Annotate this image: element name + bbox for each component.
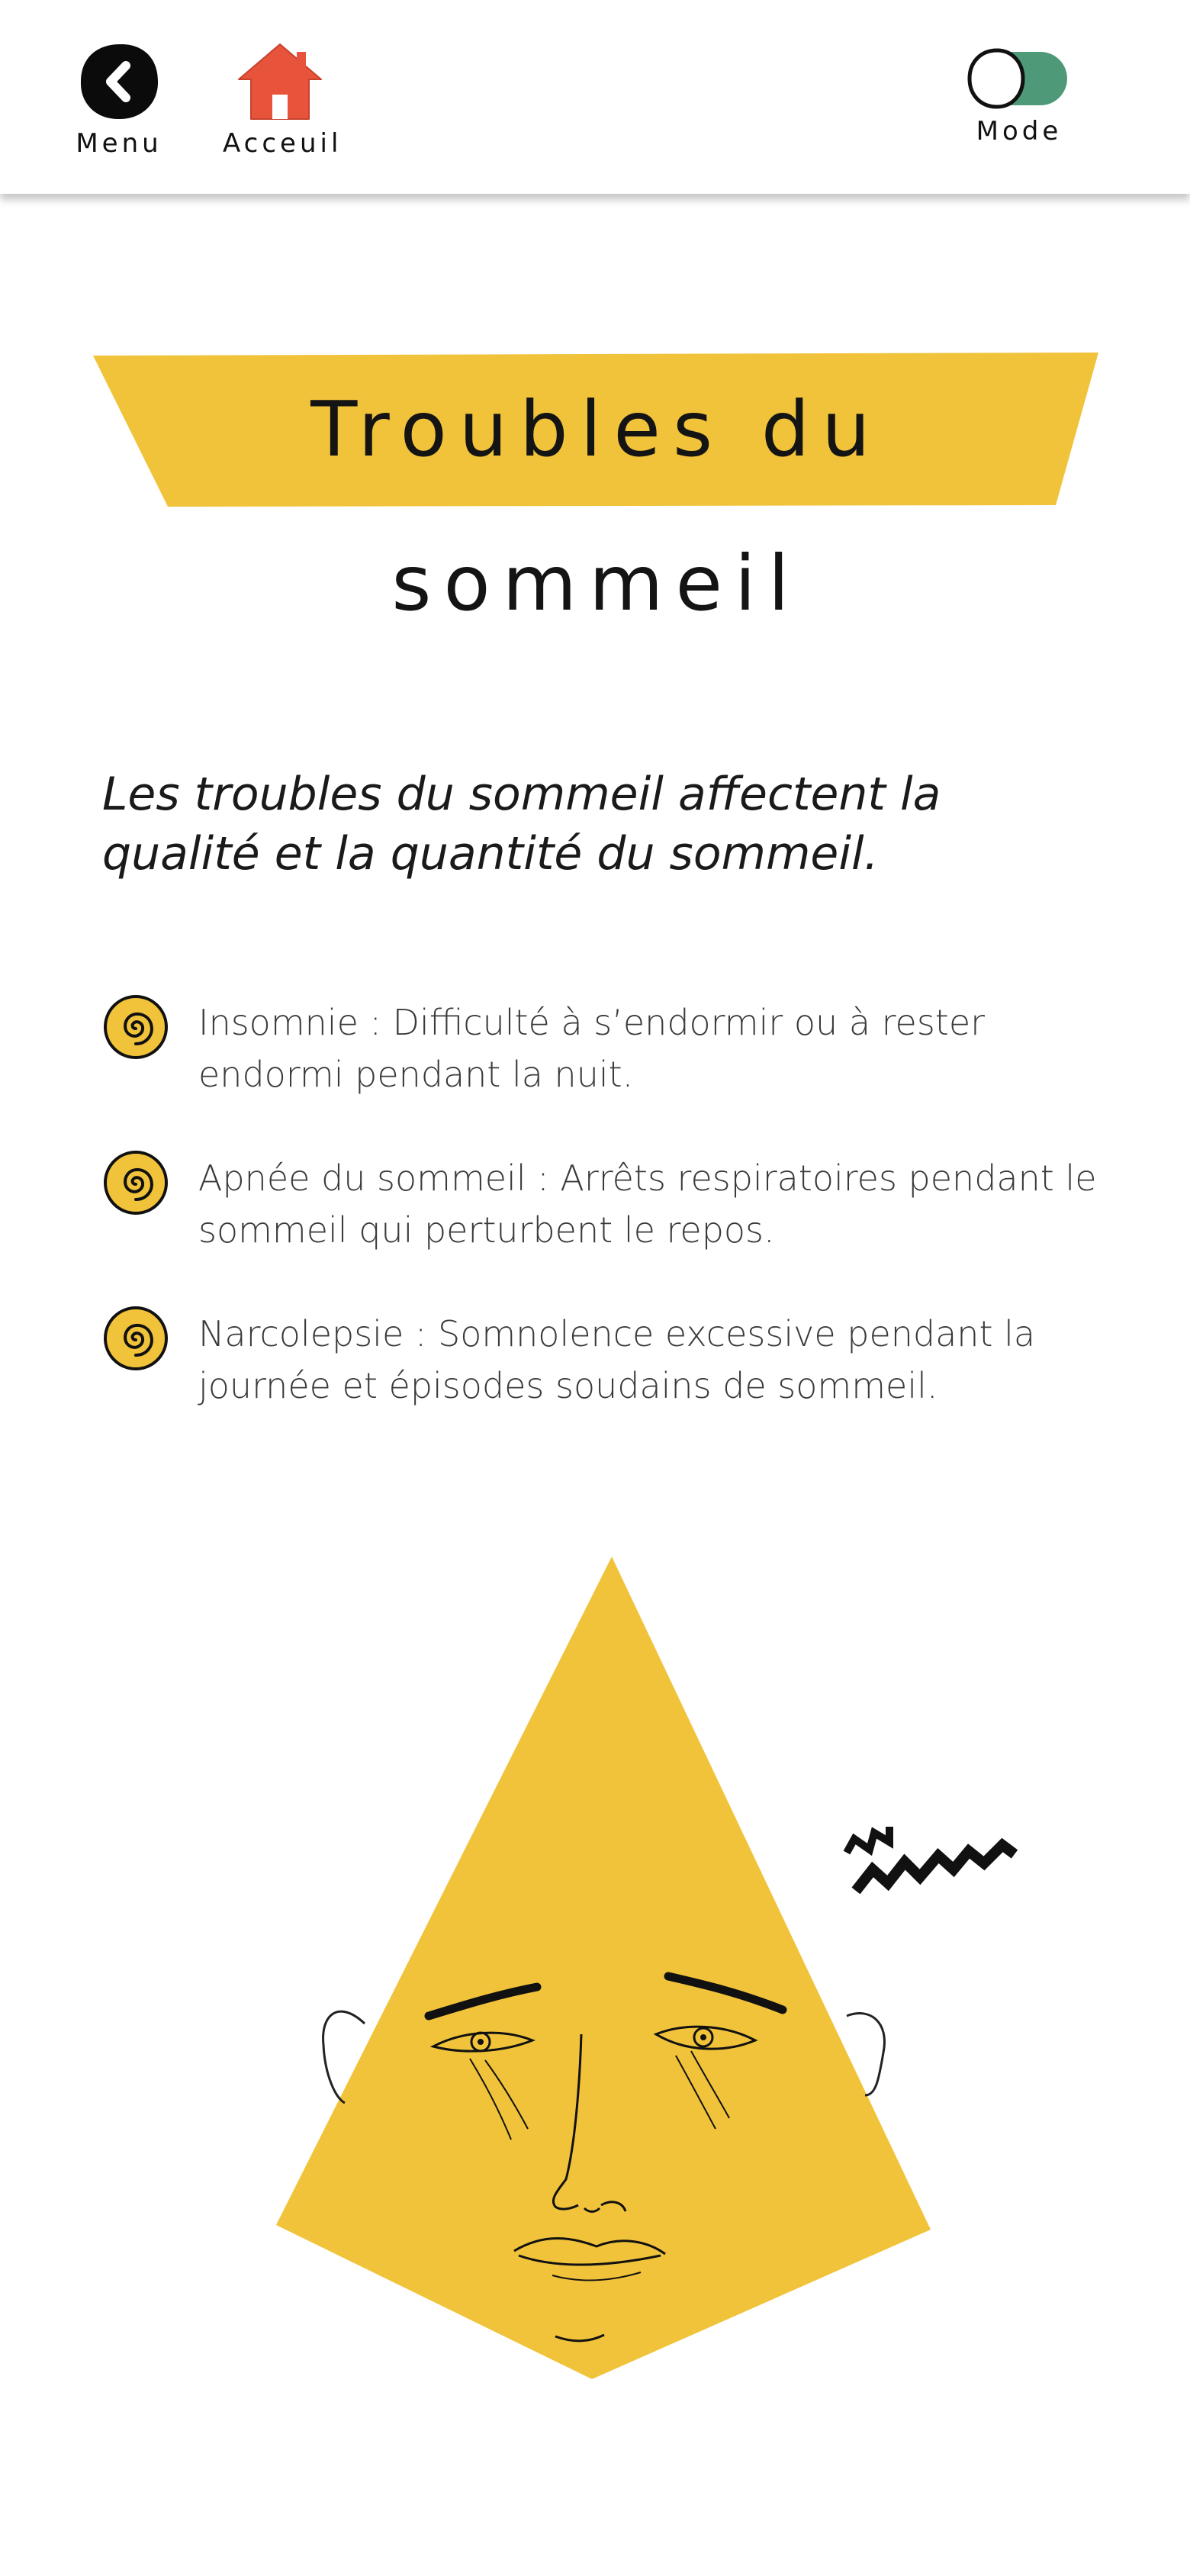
mode-toggle[interactable]: [963, 47, 1076, 147]
disorders-list: [96, 984, 1103, 1451]
list-item: [96, 1140, 1103, 1296]
list-item: [96, 1296, 1103, 1451]
menu-button[interactable]: [73, 41, 165, 159]
home-button[interactable]: [223, 40, 343, 159]
insomnia-text: Insomnie : Difficulté à s’endormir ou à rester endormi pendant la nuit.: [198, 1002, 986, 1095]
title-banner: [93, 353, 1100, 628]
intro-text: Les troubles du sommeil affectent la qualité et la quantité du sommeil.: [102, 768, 941, 881]
face-shape: [276, 1557, 931, 2379]
sleep-apnea-text: Apnée du sommeil : Arrêts respiratoires pendant le sommeil qui perturbent le repos.: [198, 1158, 1097, 1251]
zigzag-large: [856, 1845, 1015, 1891]
spiral-icon: [101, 992, 171, 1062]
home-icon: [234, 40, 326, 122]
toggle-icon: [966, 47, 1072, 110]
tired-face-illustration: [259, 1549, 1037, 2404]
menu-label: Menu: [76, 128, 162, 159]
mode-label: Mode: [976, 116, 1063, 147]
narcolepsy-text: Narcolepsie : Somnolence excessive pendant la journée et épisodes soudains de sommeil.: [198, 1313, 1036, 1406]
top-navigation-bar: [0, 0, 1190, 194]
page-title: Troubles du sommeil: [310, 385, 883, 628]
zigzag-small: [847, 1827, 889, 1853]
list-item: [96, 984, 1103, 1140]
spiral-icon: [101, 1148, 171, 1218]
home-label: Acceuil: [223, 128, 343, 159]
chevron-left-icon: [77, 41, 161, 122]
spiral-icon: [101, 1303, 171, 1373]
